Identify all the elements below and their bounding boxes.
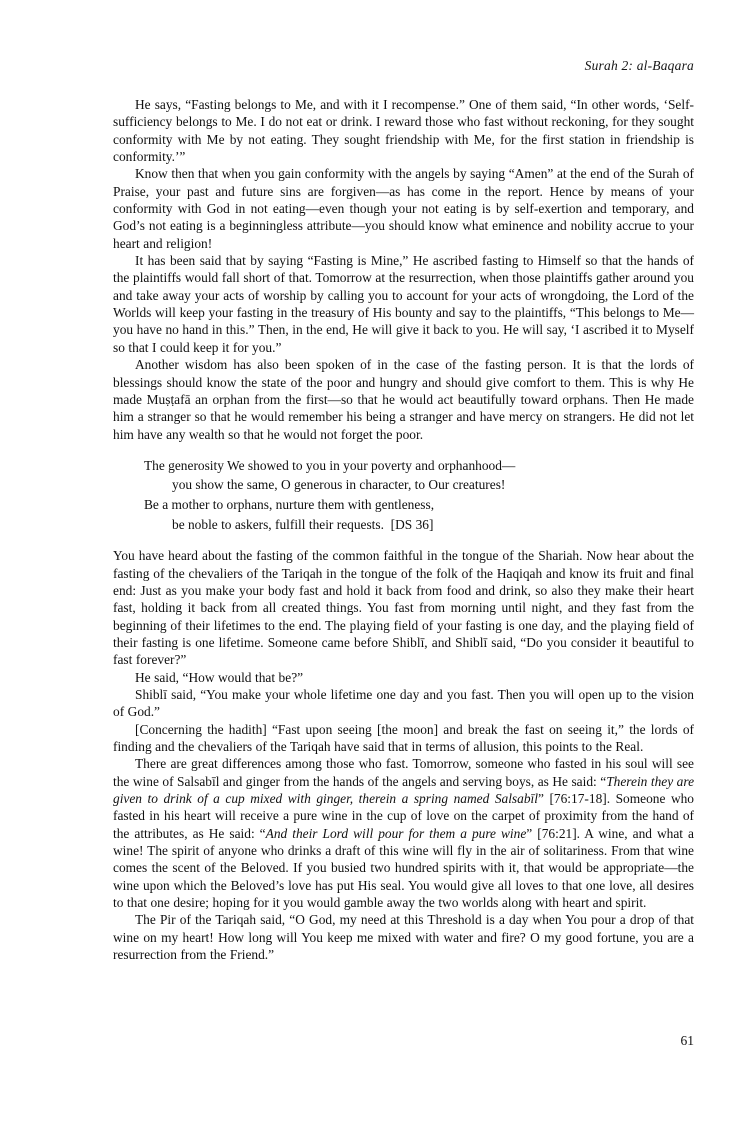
quote-segment-5: ” [76:21]. A wine, and what a wine! The spirit of anyone who drinks a draft of this wine will fly in the air of solitariness. From that wine comes the scent of the Beloved. If you busied two hundred spirits with it, that would be appropriate—the wine upon which the Beloved’s love has put His seal. You would give all loves to that one love, all desires to that one desire; hoping for it you would gamble away the two worlds along with heart and spirit.: [113, 825, 694, 911]
quran-quote-76-21: And their Lord will pour for them a pure wine: [265, 825, 527, 841]
page-number: 61: [680, 1033, 694, 1048]
verse-line-4: [144, 515, 694, 535]
verse-block: [113, 456, 694, 534]
quran-quote-76-17-18: Therein they are given to drink of a cup mixed with ginger, therein a spring named Salsabīl: [113, 773, 695, 807]
verse-line-2: you show the same, O generous in character, to Our creatures!: [172, 477, 506, 493]
running-head: Surah 2: al-Baqara: [584, 58, 694, 73]
body-text-block: [113, 96, 694, 964]
paragraph-8: [Concerning the hadith] “Fast upon seeing [the moon] and break the fast on seeing it,” the lords of finding and the chevaliers of the Tariqah have said that in terms of allusion, this points to the Real.: [113, 721, 694, 755]
paragraph-5: You have heard about the fasting of the common faithful in the tongue of the Shariah. Now hear about the fasting of the chevaliers of the Tariqah in the tongue of the folk of the Haqiqah and know its fruit and final end: Just as you make your body fast and hold it back from food and drink, so also they make their heart fast, holding it back from all created things. You fast from morning until night, and they fast from the beginning of their lifetimes to the end. The playing field of your fasting is one day, and the playing field of their fasting is one lifetime. Someone came before Shiblī, and Shiblī said, “Do you consider it beautiful to fast forever?”: [113, 548, 694, 668]
paragraph-10: The Pir of the Tariqah said, “O God, my need at this Threshold is a day when You pour a drop of that wine on my heart! How long will You keep me mixed with water and fire? O my good fortune, you are a resurrection from the Friend.”: [113, 912, 694, 963]
paragraph-6: He said, “How would that be?”: [135, 669, 304, 685]
quote-segment-1: There are great differences among those who fast. Tomorrow, someone who fasted in his soul will see the wine of Salsabīl and ginger from the hands of the angels and serving boys, as He said: “: [113, 756, 694, 789]
verse-citation: [DS 36]: [390, 516, 434, 532]
paragraph-1: He says, “Fasting belongs to Me, and with it I recompense.” One of them said, “In other words, ‘Self-sufficiency belongs to Me. I do not eat or drink. I reward those who fast without reckoning, for they sought conformity with Me by not eating. They sought friendship with Me, for the first station in friendship is conformity.’”: [113, 97, 694, 165]
paragraph-7: Shiblī said, “You make your whole lifetime one day and you fast. Then you will open up to the vision of God.”: [113, 687, 694, 720]
verse-line-1: The generosity We showed to you in your poverty and orphanhood—: [144, 457, 516, 473]
verse-line-3: Be a mother to orphans, nurture them with gentleness,: [144, 497, 435, 513]
quote-segment-3: ” [76:17-18]. Someone who fasted in his heart will receive a pure wine in the cup of love on the carpet of proximity from the hand of the attributes, as He said: “: [113, 791, 695, 841]
paragraph-4: Another wisdom has also been spoken of in the case of the fasting person. It is that the lords of blessings should know the state of the poor and hungry and should give comfort to them. This is why He made Muṣṭafā an orphan from the first—so that he would act beautifully toward orphans. Then He made him a stranger so that he would remember his being a stranger and have mercy on strangers. He did not let him have any wealth so that he would not forget the poor.: [113, 357, 694, 442]
verse-line-4-text: be noble to askers, fulfill their requests.: [172, 516, 384, 532]
paragraph-9-quotations: [113, 755, 694, 911]
paragraph-3: It has been said that by saying “Fasting is Mine,” He ascribed fasting to Himself so that the hands of the plaintiffs would fall short of that. Tomorrow at the resurrection, when those plaintiffs gather around you and take away your acts of worship by calling you to account for your acts of wrongdoing, the Lord of the Worlds will keep your fasting in the treasury of His bounty and say to the plaintiffs, “This belongs to Me—you have no hand in this.” Then, in the end, He will give it back to you. He will say, ‘I ascribed it to Myself so that I could keep it for you.”: [113, 253, 694, 355]
paragraph-2: Know then that when you gain conformity with the angels by saying “Amen” at the end of the Surah of Praise, your past and future sins are forgiven—as has come in the report. Hence by means of your conformity with God in not eating—even though your not eating is by self-exertion and temporary, and God’s not eating is a beginningless attribute—you should know what eminence and nobility accrue to your heart and religion!: [113, 166, 694, 251]
